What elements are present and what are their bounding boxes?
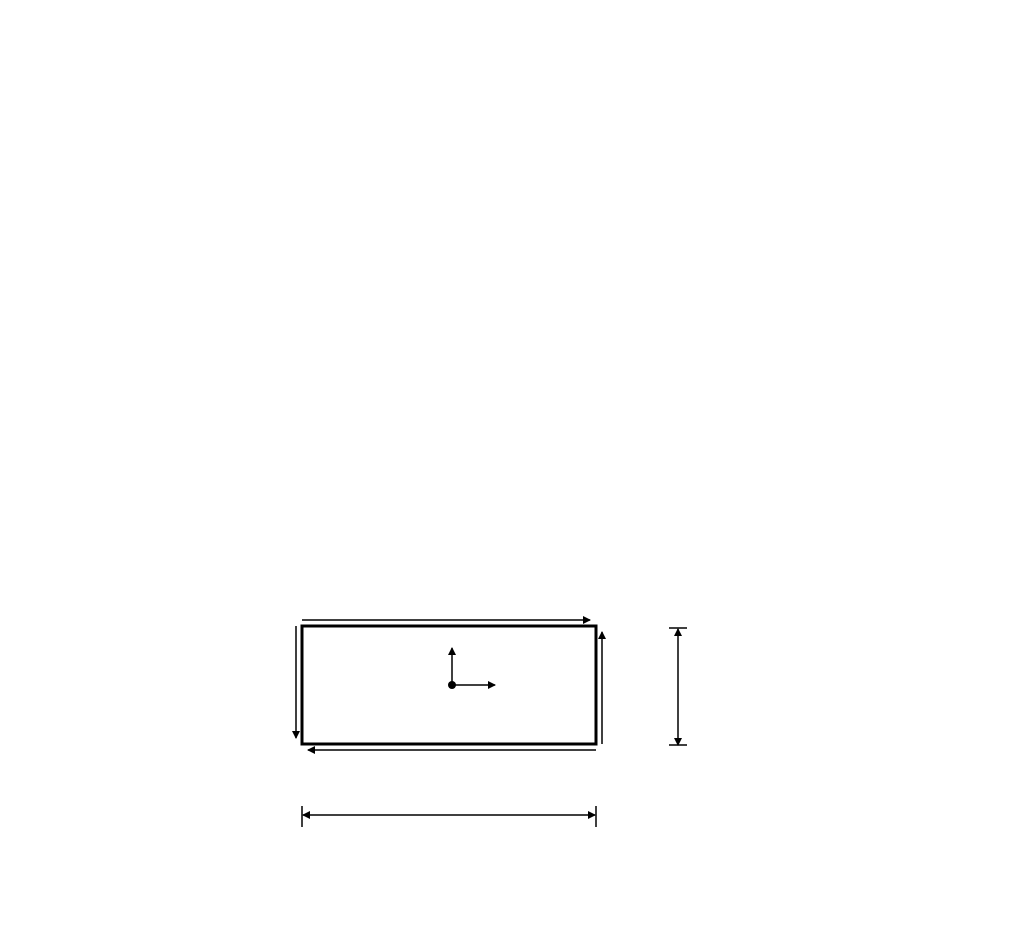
part-b (84, 378, 958, 408)
figure-q2-diagram (240, 570, 740, 870)
part-d (84, 492, 958, 522)
part-a (84, 320, 958, 350)
part-c (84, 435, 958, 465)
